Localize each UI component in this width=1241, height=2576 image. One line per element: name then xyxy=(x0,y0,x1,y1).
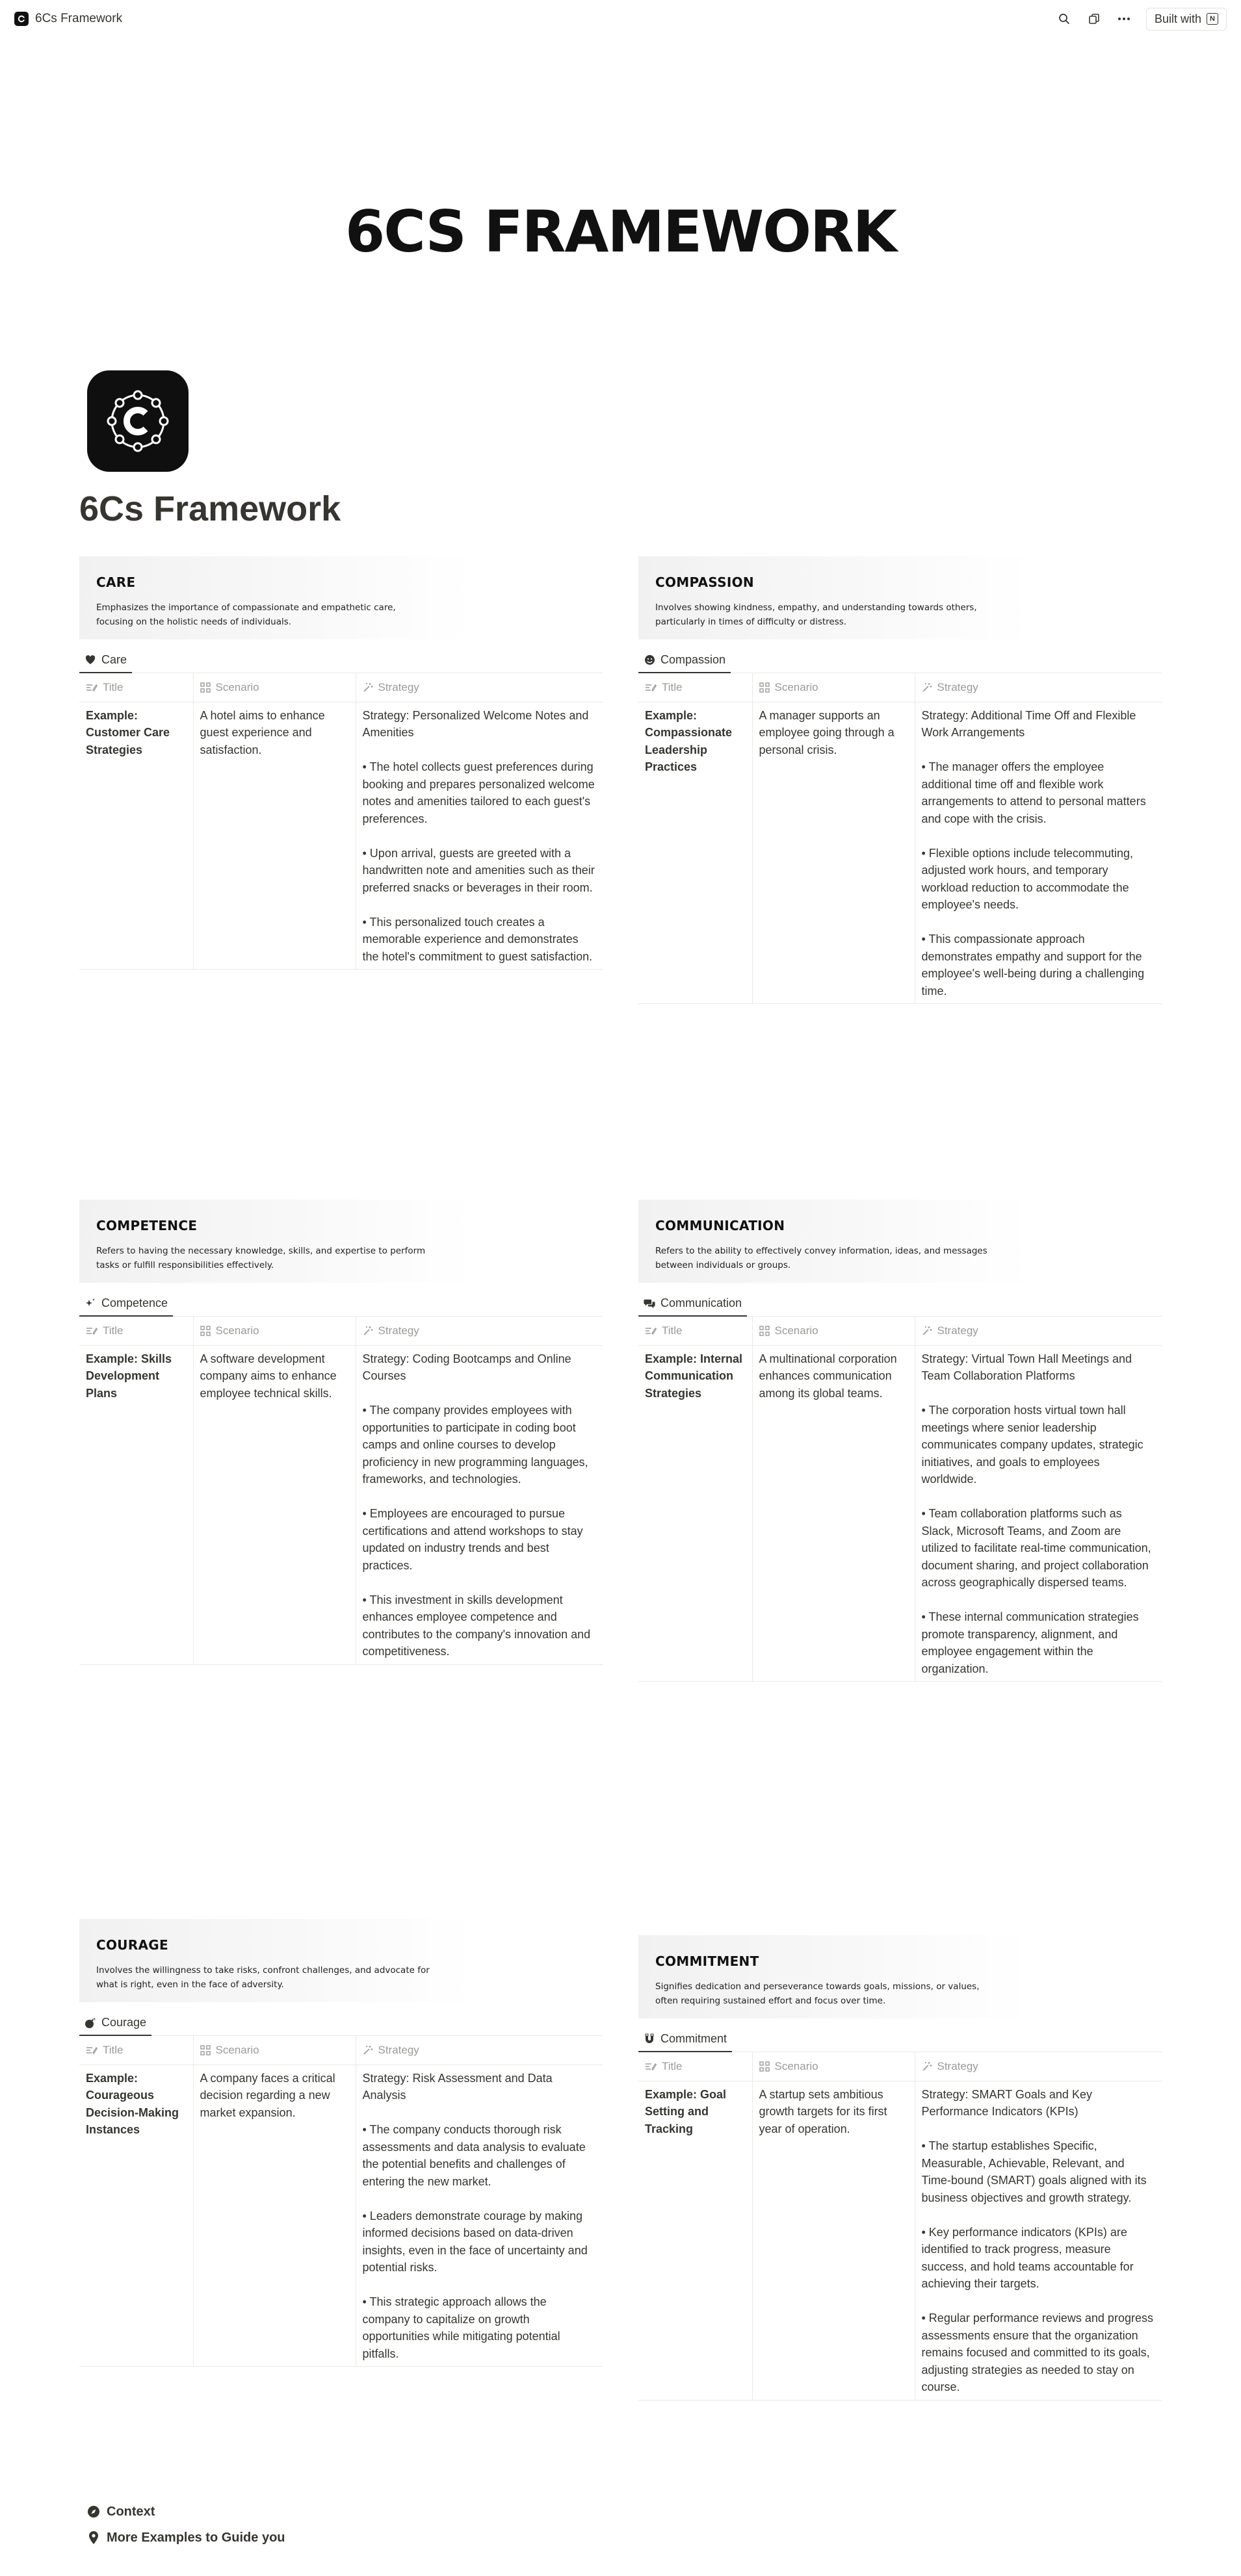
column-title-label: Title xyxy=(662,680,683,693)
scenario-property-icon xyxy=(200,2045,211,2055)
page-links xyxy=(87,2499,285,2551)
row-scenario-cell[interactable]: A company faces a critical decision regarding a new market expansion. xyxy=(193,2065,356,2367)
duplicate-icon[interactable] xyxy=(1086,11,1102,27)
section-description: Signifies dedication and perseverance towards goals, missions, or values, often requiring sustained effort and focus over time. xyxy=(655,1981,980,2006)
section-description: Refers to the ability to effectively convey information, ideas, and messages between individuals or groups. xyxy=(655,1246,987,1270)
view-tab-competence[interactable] xyxy=(79,1296,173,1317)
section-callout xyxy=(79,556,603,639)
section-callout xyxy=(638,1200,1162,1283)
column-header-title[interactable] xyxy=(638,1317,752,1345)
strategy-bullet: • Leaders demonstrate courage by making informed decisions based on data-driven insights, even in the face of uncertainty and potential risks. xyxy=(362,2209,588,2274)
link-more-examples-label: More Examples to Guide you xyxy=(107,2530,285,2545)
section-callout xyxy=(79,1919,603,2002)
column-header-scenario[interactable] xyxy=(193,2036,356,2065)
view-tab-label: Commitment xyxy=(660,2032,727,2045)
c-logo-icon xyxy=(87,370,189,472)
section-commitment xyxy=(638,1935,1162,2401)
section-heading: COMPASSION xyxy=(655,574,754,590)
column-header-strategy[interactable] xyxy=(356,673,603,702)
table-row[interactable] xyxy=(638,2081,1162,2400)
section-heading: COMMUNICATION xyxy=(655,1218,785,1233)
column-header-title[interactable] xyxy=(638,673,752,702)
chat-bubbles-icon xyxy=(644,1298,655,1309)
strategy-property-icon xyxy=(922,2061,932,2072)
strategy-property-icon xyxy=(363,682,373,693)
column-header-title[interactable] xyxy=(79,2036,193,2065)
view-tab-label: Communication xyxy=(660,1296,742,1309)
page-title: 6Cs Framework xyxy=(79,489,341,528)
section-description: Emphasizes the importance of compassionate and empathetic care, focusing on the holistic needs of individuals. xyxy=(96,602,396,627)
strategy-bullet: • Regular performance reviews and progress assessments ensure that the organization remains focused and committed to its goals, adjusting strategies as needed to stay on course. xyxy=(921,2312,1153,2393)
section-heading: COMMITMENT xyxy=(655,1953,759,1969)
column-header-title[interactable] xyxy=(79,1317,193,1345)
table-row[interactable] xyxy=(79,702,603,970)
row-scenario-cell[interactable]: A startup sets ambitious growth targets for its first year of operation. xyxy=(752,2081,915,2400)
hero-title: 6CS FRAMEWORK xyxy=(345,198,896,265)
link-context[interactable] xyxy=(87,2499,285,2525)
column-header-scenario[interactable] xyxy=(193,1317,356,1345)
column-scenario-label: Scenario xyxy=(774,680,818,693)
strategy-bullet: • The company provides employees with opportunities to participate in coding boot camps and online courses to develop proficiency in new programming languages, frameworks, and technologies. xyxy=(362,1404,588,1486)
workspace-logo-icon[interactable] xyxy=(14,12,29,26)
section-heading: COURAGE xyxy=(96,1937,168,1953)
column-strategy-label: Strategy xyxy=(937,680,978,693)
section-callout xyxy=(79,1200,603,1283)
chat-bubbles-icon xyxy=(644,1298,655,1309)
column-header-strategy[interactable] xyxy=(915,673,1162,702)
column-strategy-label: Strategy xyxy=(937,2059,978,2072)
row-scenario-cell[interactable]: A software development company aims to enhance employee technical skills. xyxy=(193,1345,356,1664)
section-communication xyxy=(638,1200,1162,1682)
database-table xyxy=(638,2052,1162,2401)
row-scenario-cell[interactable]: A multinational corporation enhances communication among its global teams. xyxy=(752,1345,915,1682)
view-tab-care[interactable] xyxy=(79,653,132,673)
built-with-button[interactable] xyxy=(1146,8,1227,31)
top-bar xyxy=(0,0,1241,38)
bomb-icon xyxy=(85,2017,96,2029)
column-header-scenario[interactable] xyxy=(193,673,356,702)
view-tab-bar xyxy=(79,647,603,673)
strategy-bullet: • This personalized touch creates a memorable experience and demonstrates the hotel's commitment to guest satisfaction. xyxy=(362,915,593,963)
column-header-strategy[interactable] xyxy=(356,1317,603,1345)
section-courage xyxy=(79,1919,603,2367)
view-tab-commitment[interactable] xyxy=(638,2032,732,2052)
column-header-strategy[interactable] xyxy=(915,2052,1162,2081)
smile-icon xyxy=(644,654,655,665)
heart-icon xyxy=(85,654,96,666)
column-title-label: Title xyxy=(103,2043,124,2056)
column-header-scenario[interactable] xyxy=(752,673,915,702)
text-property-icon xyxy=(645,1326,657,1335)
strategy-bullet: • Key performance indicators (KPIs) are identified to track progress, measure success, and hold teams accountable for achieving their targets. xyxy=(921,2225,1134,2290)
section-compassion xyxy=(638,556,1162,1004)
smile-icon xyxy=(644,654,655,666)
row-strategy-cell[interactable] xyxy=(356,2065,603,2367)
text-property-icon xyxy=(645,683,657,692)
text-property-icon xyxy=(86,2046,98,2055)
database-table xyxy=(638,1317,1162,1682)
link-more-examples[interactable] xyxy=(87,2525,285,2551)
section-heading: COMPETENCE xyxy=(96,1218,198,1233)
strategy-heading: Strategy: Personalized Welcome Notes and Amenities xyxy=(362,708,589,739)
section-description: Refers to having the necessary knowledge, skills, and expertise to perform tasks or fulfill responsibilities effectively. xyxy=(96,1246,426,1270)
section-care xyxy=(79,556,603,970)
strategy-bullet: • This investment in skills development enhances employee competence and contributes to the company's innovation and competitiveness. xyxy=(362,1593,591,1658)
row-strategy-cell[interactable] xyxy=(356,1345,603,1664)
section-callout xyxy=(638,556,1162,639)
strategy-heading: Strategy: Risk Assessment and Data Analysis xyxy=(362,2071,553,2102)
strategy-bullet: • The corporation hosts virtual town hall meetings where senior leadership communicates company updates, strategic initiatives, and goals to employees worldwide. xyxy=(921,1404,1143,1486)
strategy-bullet: • Employees are encouraged to pursue certifications and attend workshops to stay updated on industry trends and best practices. xyxy=(362,1507,583,1572)
app-title[interactable]: 6Cs Framework xyxy=(35,12,123,25)
row-title-cell[interactable]: Example: Customer Care Strategies xyxy=(79,702,193,970)
view-tab-courage[interactable] xyxy=(79,2016,151,2036)
built-with-label: Built with xyxy=(1154,12,1201,25)
column-header-title[interactable] xyxy=(79,673,193,702)
view-tab-bar xyxy=(79,2010,603,2036)
scenario-property-icon xyxy=(200,682,211,693)
column-strategy-label: Strategy xyxy=(937,1324,978,1337)
table-row[interactable] xyxy=(79,1345,603,1664)
column-scenario-label: Scenario xyxy=(774,2059,818,2072)
strategy-bullet: • This strategic approach allows the company to capitalize on growth opportunities while mitigating potential pitfalls. xyxy=(362,2295,560,2360)
column-strategy-label: Strategy xyxy=(378,680,419,693)
view-tab-label: Compassion xyxy=(660,653,726,666)
strategy-bullet: • The hotel collects guest preferences during booking and prepares personalized welcome notes and amenities tailored to each guest's preferences. xyxy=(362,760,595,825)
row-strategy-cell[interactable] xyxy=(915,1345,1162,1682)
scenario-property-icon xyxy=(759,2061,770,2072)
view-tab-compassion[interactable] xyxy=(638,653,731,673)
strategy-heading: Strategy: SMART Goals and Key Performance Indicators (KPIs) xyxy=(921,2087,1092,2118)
column-header-strategy[interactable] xyxy=(915,1317,1162,1345)
section-heading: CARE xyxy=(96,574,136,590)
scenario-property-icon xyxy=(759,1326,770,1336)
view-tab-bar xyxy=(79,1291,603,1317)
database-table xyxy=(79,2036,603,2367)
section-callout xyxy=(638,1935,1162,2018)
magnet-icon xyxy=(644,2033,655,2044)
section-description: Involves showing kindness, empathy, and understanding towards others, particularly in times of difficulty or distress. xyxy=(655,602,977,627)
column-title-label: Title xyxy=(662,2059,683,2072)
sparkles-icon xyxy=(85,1298,96,1309)
column-title-label: Title xyxy=(662,1324,683,1337)
column-scenario-label: Scenario xyxy=(774,1324,818,1337)
column-scenario-label: Scenario xyxy=(215,2043,259,2056)
column-title-label: Title xyxy=(103,1324,124,1337)
row-title-cell[interactable]: Example: Compassionate Leadership Practices xyxy=(638,702,752,1004)
row-title-cell[interactable]: Example: Skills Development Plans xyxy=(79,1345,193,1664)
link-context-label: Context xyxy=(107,2504,155,2519)
magnet-icon xyxy=(644,2033,655,2045)
column-header-scenario[interactable] xyxy=(752,1317,915,1345)
view-tab-communication[interactable] xyxy=(638,1296,747,1317)
column-title-label: Title xyxy=(103,680,124,693)
row-strategy-cell[interactable] xyxy=(356,702,603,970)
scenario-property-icon xyxy=(759,682,770,693)
column-header-scenario[interactable] xyxy=(752,2052,915,2081)
text-property-icon xyxy=(86,683,98,692)
view-tab-bar xyxy=(638,2026,1162,2052)
strategy-bullet: • These internal communication strategies promote transparency, alignment, and employee engagement within the organization. xyxy=(921,1610,1139,1675)
column-header-title[interactable] xyxy=(638,2052,752,2081)
column-scenario-label: Scenario xyxy=(215,1324,259,1337)
row-scenario-cell[interactable]: A hotel aims to enhance guest experience and satisfaction. xyxy=(193,702,356,970)
strategy-bullet: • This compassionate approach demonstrates empathy and support for the employee's well-being during a challenging time. xyxy=(921,933,1145,998)
strategy-bullet: • The manager offers the employee additional time off and flexible work arrangements to attend to personal matters and cope with the crisis. xyxy=(921,760,1146,825)
view-tab-label: Courage xyxy=(101,2016,147,2029)
pin-icon xyxy=(87,2531,100,2544)
bomb-icon xyxy=(85,2017,96,2029)
view-tab-label: Care xyxy=(101,653,127,666)
database-table xyxy=(79,1317,603,1665)
strategy-property-icon xyxy=(922,682,932,693)
strategy-heading: Strategy: Additional Time Off and Flexible Work Arrangements xyxy=(921,708,1136,739)
compass-icon xyxy=(87,2505,100,2518)
row-title-cell[interactable]: Example: Goal Setting and Tracking xyxy=(638,2081,752,2400)
view-tab-label: Competence xyxy=(101,1296,168,1309)
section-description: Involves the willingness to take risks, confront challenges, and advocate for what is right, even in the face of adversity. xyxy=(96,1965,430,1990)
text-property-icon xyxy=(645,2062,657,2071)
strategy-property-icon xyxy=(922,1326,932,1336)
strategy-property-icon xyxy=(363,2045,373,2055)
view-tab-bar xyxy=(638,647,1162,673)
view-tab-bar xyxy=(638,1291,1162,1317)
database-table xyxy=(79,673,603,970)
strategy-bullet: • The startup establishes Specific, Measurable, Achievable, Relevant, and Time-bound (SMART) goals aligned with its business objectives and growth strategy. xyxy=(921,2139,1147,2204)
strategy-bullet: • The company conducts thorough risk assessments and data analysis to evaluate the potential benefits and challenges of entering the new market. xyxy=(362,2123,586,2188)
sparkles-icon xyxy=(85,1298,96,1309)
strategy-property-icon xyxy=(363,1326,373,1336)
scenario-property-icon xyxy=(200,1326,211,1336)
notion-logo-icon: N xyxy=(1207,13,1218,25)
heart-icon xyxy=(85,655,96,665)
strategy-bullet: • Team collaboration platforms such as Slack, Microsoft Teams, and Zoom are utilized to facilitate real-time communication, document sharing, and project collaboration across geographically dispersed teams. xyxy=(921,1507,1151,1589)
text-property-icon xyxy=(86,1326,98,1335)
table-row[interactable] xyxy=(638,702,1162,1004)
row-strategy-cell[interactable] xyxy=(915,2081,1162,2400)
strategy-heading: Strategy: Coding Bootcamps and Online Courses xyxy=(362,1352,571,1382)
table-row[interactable] xyxy=(638,1345,1162,1682)
search-icon[interactable] xyxy=(1056,11,1072,27)
column-scenario-label: Scenario xyxy=(215,680,259,693)
row-strategy-cell[interactable] xyxy=(915,702,1162,1004)
row-title-cell[interactable]: Example: Courageous Decision-Making Instances xyxy=(79,2065,193,2367)
strategy-bullet: • Upon arrival, guests are greeted with a handwritten note and amenities such as their preferred snacks or beverages in their room. xyxy=(362,846,595,894)
strategy-bullet: • Flexible options include telecommuting, adjusted work hours, and temporary workload reduction to accommodate the employee's needs. xyxy=(921,846,1133,911)
column-strategy-label: Strategy xyxy=(378,1324,419,1337)
table-row[interactable] xyxy=(79,2065,603,2367)
row-scenario-cell[interactable]: A manager supports an employee going through a personal crisis. xyxy=(752,702,915,1004)
column-strategy-label: Strategy xyxy=(378,2043,419,2056)
strategy-heading: Strategy: Virtual Town Hall Meetings and Team Collaboration Platforms xyxy=(921,1352,1132,1382)
more-icon[interactable] xyxy=(1116,11,1132,27)
section-competence xyxy=(79,1200,603,1665)
row-title-cell[interactable]: Example: Internal Communication Strategies xyxy=(638,1345,752,1682)
column-header-strategy[interactable] xyxy=(356,2036,603,2065)
database-table xyxy=(638,673,1162,1004)
